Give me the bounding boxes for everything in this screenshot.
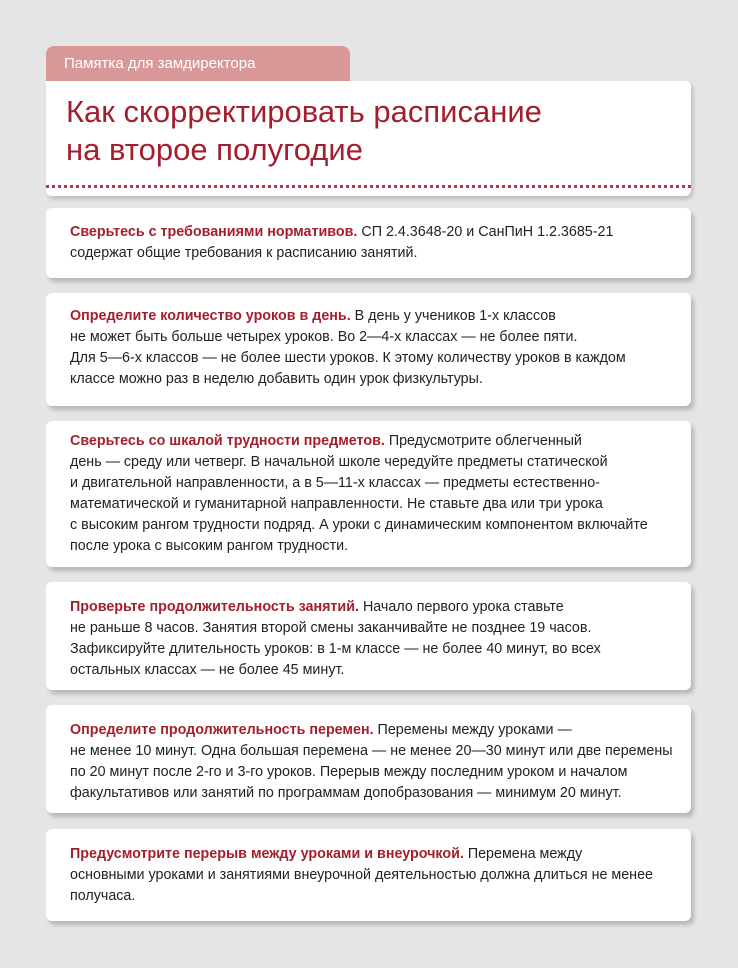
tip-card-lesson-duration [46,582,691,690]
page-title-line-2: на второе полугодие [66,132,363,167]
card-line: с высоким рангом трудности подряд. А уроки с динамическим компонентом включайте [70,517,648,533]
card-line: и двигательной направленности, а в 5—11-х классах — предметы естественно- [70,475,600,491]
card-text: Перемены между уроками — [373,722,572,738]
card-heading: Определите количество уроков в день. [70,308,351,324]
card-text: Перемена между [463,846,583,862]
card-line: не менее 10 минут. Одна большая перемена — не менее 20—30 минут или две перемены [70,743,673,759]
tip-card-lessons-per-day [46,293,691,406]
card-line: остальных классах — не более 45 минут. [70,662,345,678]
card-line: математической и гуманитарной направленности. Не ставьте два или три урока [70,496,603,512]
memo-label: Памятка для замдиректора [46,46,350,81]
card-line: Для 5—6-х классов — не более шести уроков. К этому количеству уроков в каждом [70,350,626,366]
card-line [70,720,679,741]
card-line: день — среду или четверг. В начальной школе чередуйте предметы статической [70,454,608,470]
card-line: не может быть больше четырех уроков. Во 2—4-х классах — не более пяти. [70,329,578,345]
card-heading: Проверьте продолжительность занятий. [70,599,359,615]
header [46,46,691,196]
tip-card-extracurricular-break [46,829,691,921]
card-heading: Предусмотрите перерыв между уроками и внеурочкой. [70,846,464,862]
card-line [70,597,679,618]
card-line [70,306,679,327]
card-line: содержат общие требования к расписанию занятий. [70,245,418,261]
card-line: факультативов или занятий по программам допобразования — минимум 20 минут. [70,785,622,801]
card-text: Начало первого урока ставьте [358,599,564,615]
card-line: основными уроками и занятиями внеурочной деятельностью должна длиться не менее [70,867,653,883]
card-line: получаса. [70,888,136,904]
card-line: классе можно раз в неделю добавить один урок физкультуры. [70,371,483,387]
card-heading: Сверьтесь с требованиями нормативов. [70,224,358,240]
card-line: не раньше 8 часов. Занятия второй смены заканчивайте не позднее 19 часов. [70,620,592,636]
tip-card-norms [46,208,691,278]
dotted-divider [46,185,691,188]
card-heading: Сверьтесь со шкалой трудности предметов. [70,433,385,449]
card-line [70,844,679,865]
card-line: Зафиксируйте длительность уроков: в 1-м классе — не более 40 минут, во всех [70,641,601,657]
card-line: по 20 минут после 2-го и 3-го уроков. Перерыв между последним уроком и началом [70,764,628,780]
tip-card-difficulty-scale [46,421,691,567]
title-box [46,81,691,196]
card-text: В день у учеников 1-х классов [350,308,556,324]
card-text: Предусмотрите облегченный [384,433,582,449]
card-line [70,222,679,243]
card-heading: Определите продолжительность перемен. [70,722,374,738]
card-line: после урока с высоким рангом трудности. [70,538,349,554]
card-text: СП 2.4.3648-20 и СанПиН 1.2.3685-21 [357,224,614,240]
tip-card-break-duration [46,705,691,813]
page-title-line-1: Как скорректировать расписание [66,94,542,129]
card-line [70,431,679,452]
